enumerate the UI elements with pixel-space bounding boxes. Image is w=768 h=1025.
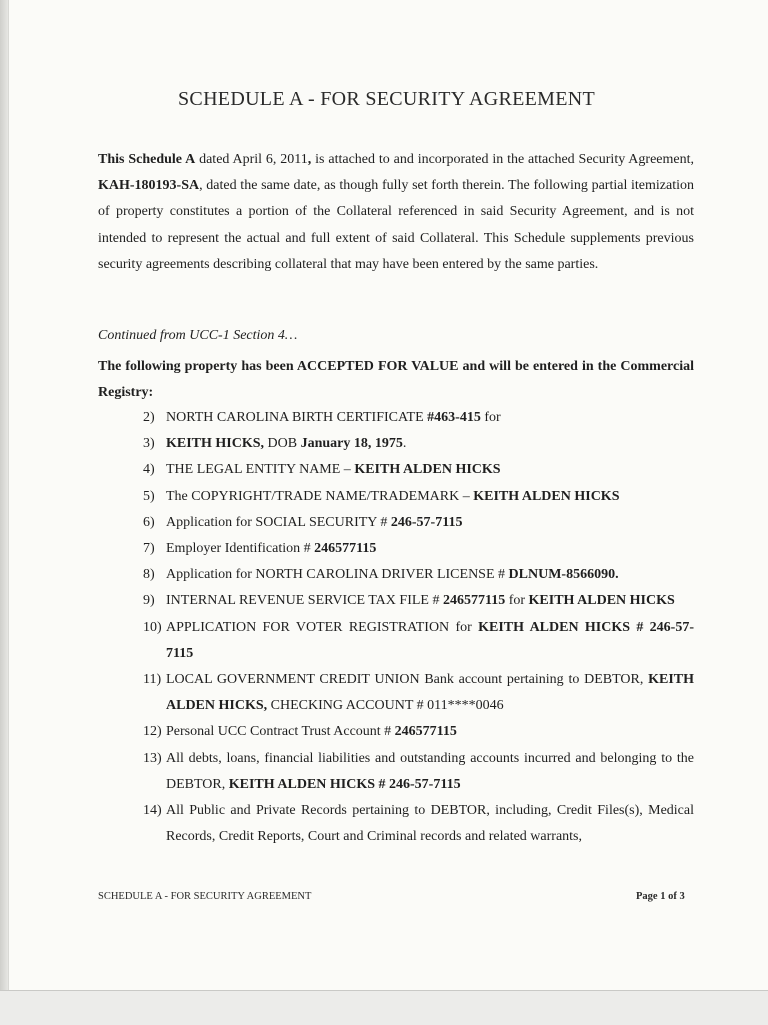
list-item-text: CHECKING ACCOUNT # 011****0046 [267,698,504,714]
list-item-text: 246577115 [314,541,377,557]
scan-bottom-edge [0,990,768,1025]
list-item-text: THE LEGAL ENTITY NAME – [166,462,355,478]
document-title: SCHEDULE A - FOR SECURITY AGREEMENT [178,88,596,110]
list-item-number: 9) [143,593,155,609]
intro-schedule-ref: This Schedule A [98,152,196,167]
intro-comma: , [307,152,312,167]
list-item [98,562,694,588]
accepted-heading: The following property has been ACCEPTED FOR VALUE and will be entered in the Commercial Registry: [98,359,694,401]
list-item-text: All debts, loans, financial liabilities and outstanding accounts incurred and belonging to the DEBTOR, [166,750,694,792]
list-item-number: 4) [143,462,155,478]
list-item-text: KEITH HICKS, [166,436,265,452]
page-number: Page 1 of 3 [636,891,685,902]
list-item-text: Application for NORTH CAROLINA DRIVER LICENSE # [166,567,509,583]
list-item-text: for [480,410,501,425]
intro-text-rest: , dated the same date, as though fully set forth therein. The following partial itemization of property constitutes a portion of the Collateral referenced in said Security Agreement, and is not intended to represent the actual and full extent of said Collateral. This Schedule supplements previous security agreements describing collateral that may have been entered by the same parties. [98,178,694,272]
list-item [98,510,694,536]
list-item-number: 14) [143,803,162,819]
list-item-text: . [402,436,407,452]
list-item-text: The COPYRIGHT/TRADE NAME/TRADEMARK – [166,488,474,504]
list-item-text: KEITH ALDEN HICKS # 246-57-7115 [228,776,461,792]
list-item-text: #463-415 [427,410,481,425]
list-item [98,405,694,431]
list-item-number: 8) [143,567,155,583]
list-item-text: for [505,593,529,609]
list-item-number: 2) [143,410,155,425]
list-item-text: Personal UCC Contract Trust Account # [166,724,395,740]
list-item-text: LOCAL GOVERNMENT CREDIT UNION Bank account pertaining to DEBTOR, [166,672,649,688]
list-item-text: KEITH ALDEN HICKS, [166,672,694,714]
continued-note: Continued from UCC-1 Section 4… [98,328,298,343]
list-item-text: KEITH ALDEN HICKS # 246-57-7115 [166,619,694,661]
list-item-number: 6) [143,514,155,530]
intro-text: is attached to and incorporated in the attached Security Agreement, [311,152,694,167]
list-item-text: 246577115 [442,593,506,609]
list-item-text: DOB [264,436,301,452]
list-item-number: 12) [143,724,162,740]
list-item-number: 11) [143,672,162,688]
footer-title: SCHEDULE A - FOR SECURITY AGREEMENT [98,891,312,902]
list-item-text: All Public and Private Records pertaining to DEBTOR, including, Credit Files(s), Medical Records, Credit Reports, Court and Criminal records and related warrants, [166,803,694,845]
list-item-text: NORTH CAROLINA BIRTH CERTIFICATE [166,410,428,425]
list-item-number: 10) [143,619,162,635]
list-item [98,798,694,850]
list-item [98,615,694,667]
list-item-number: 5) [143,488,155,504]
list-item [98,431,694,457]
list-item-number: 13) [143,750,162,766]
list-item [98,536,694,562]
intro-paragraph [98,147,694,278]
list-item-text: DLNUM-8566090. [508,567,619,583]
list-item-text: Employer Identification # [166,541,315,557]
list-item-text: APPLICATION FOR VOTER REGISTRATION for [166,619,479,635]
list-item-text: KEITH ALDEN HICKS [473,488,620,504]
list-item-text: Application for SOCIAL SECURITY # [166,514,391,530]
list-item-text: INTERNAL REVENUE SERVICE TAX FILE # [166,593,443,609]
intro-date-text: dated April 6, 2011 [195,152,308,167]
list-item-number: 3) [143,436,155,452]
list-item-text: 246577115 [394,724,457,740]
list-item-number: 7) [143,541,155,557]
property-list [98,405,694,850]
list-item-text: 246-57-7115 [390,514,463,530]
list-item-text: KEITH ALDEN HICKS [528,593,675,609]
list-item [98,484,694,510]
list-item [98,457,694,483]
agreement-number: KAH-180193-SA [98,178,200,194]
list-item-text: KEITH ALDEN HICKS [354,462,501,478]
list-item [98,719,694,745]
list-item [98,588,694,614]
list-item [98,667,694,719]
list-item-text: January 18, 1975 [300,436,403,452]
list-item [98,746,694,798]
